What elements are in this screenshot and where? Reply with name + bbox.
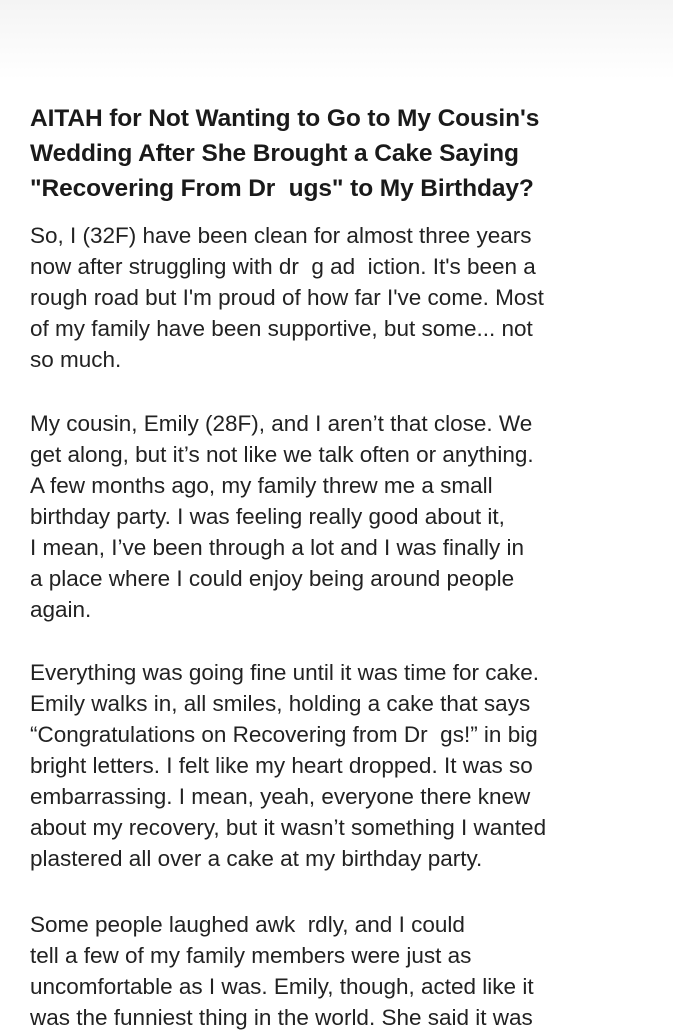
text-line: Everything was going fine until it was time for cake. <box>30 660 539 685</box>
text-line: a place where I could enjoy being around people <box>30 566 515 591</box>
text-line: bright letters. I felt like my heart dropped. It was so <box>30 753 533 778</box>
text-line: get along, but it’s not like we talk often or anything. <box>30 442 534 467</box>
title-line: "Recovering From Dr ugs" to My Birthday? <box>30 175 534 202</box>
text-line: plastered all over a cake at my birthday party. <box>30 846 483 871</box>
post-article <box>30 101 645 1033</box>
text-line: now after struggling with dr g ad iction. It's been a <box>30 254 536 279</box>
text-line: so much. <box>30 347 122 372</box>
post-paragraph-2 <box>30 408 645 625</box>
post-title <box>30 101 645 206</box>
post-paragraph-1 <box>30 220 645 375</box>
text-line: Some people laughed awk rdly, and I could <box>30 912 465 937</box>
text-line: rough road but I'm proud of how far I've come. Most <box>30 285 544 310</box>
text-line: of my family have been supportive, but some... not <box>30 316 533 341</box>
text-line: So, I (32F) have been clean for almost three years <box>30 223 532 248</box>
text-line: uncomfortable as I was. Emily, though, acted like it <box>30 974 534 999</box>
text-line: was the funniest thing in the world. She said it was <box>30 1005 533 1030</box>
text-line: birthday party. I was feeling really good about it, <box>30 504 505 529</box>
text-line: embarrassing. I mean, yeah, everyone there knew <box>30 784 531 809</box>
top-gradient-band <box>0 0 673 80</box>
text-line: “Congratulations on Recovering from Dr gs!” in big <box>30 722 538 747</box>
text-line: A few months ago, my family threw me a small <box>30 473 493 498</box>
text-line: My cousin, Emily (28F), and I aren’t that close. We <box>30 411 533 436</box>
text-line: about my recovery, but it wasn’t something I wanted <box>30 815 547 840</box>
post-paragraph-4 <box>30 909 645 1033</box>
text-line: Emily walks in, all smiles, holding a cake that says <box>30 691 531 716</box>
text-line: again. <box>30 597 92 622</box>
title-line: AITAH for Not Wanting to Go to My Cousin's <box>30 105 540 132</box>
text-line: tell a few of my family members were just as <box>30 943 472 968</box>
text-line: I mean, I’ve been through a lot and I was finally in <box>30 535 525 560</box>
post-paragraph-3 <box>30 657 645 874</box>
title-line: Wedding After She Brought a Cake Saying <box>30 140 519 167</box>
